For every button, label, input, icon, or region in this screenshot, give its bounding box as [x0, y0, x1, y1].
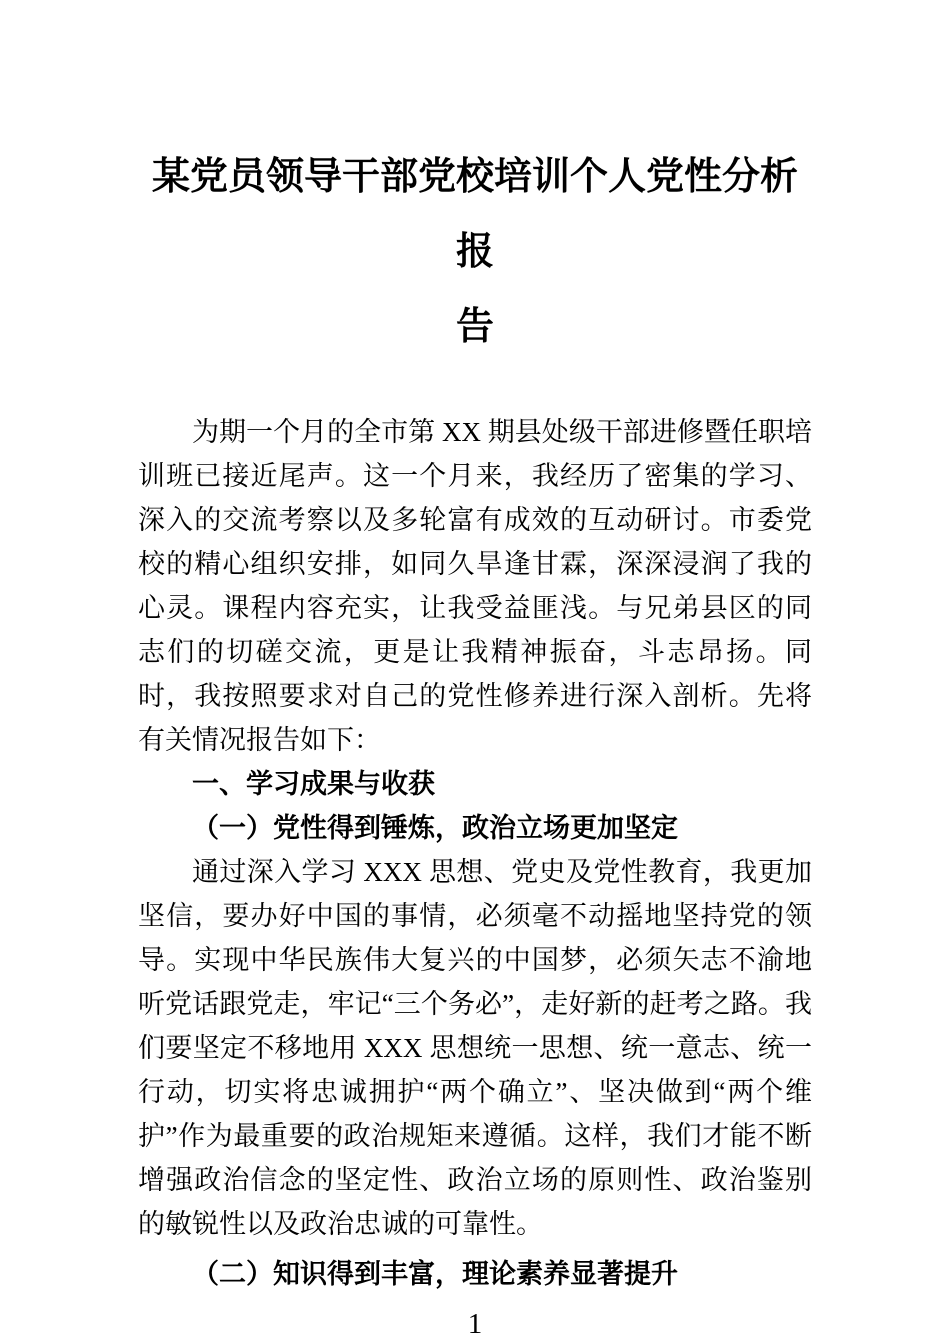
document-title-line-2: 告 — [455, 306, 494, 348]
page-number: 1 — [467, 1308, 483, 1340]
section-1-heading: 一、学习成果与收获 — [192, 769, 435, 799]
subsection-1-paragraph: 通过深入学习 XXX 思想、党史及党性教育，我更加坚信，要办好中国的事情，必须毫不动摇地坚持党的领导。实现中华民族伟大复兴的中国梦，必须矢志不渝地听党话跟党走，牢记“三个务必”，走好新的赶考之路。我们要坚定不移地用 XXX 思想统一思想、统一意志、统一行动，切实将忠诚拥护“两个确立”、坚决做到“两个维护”作为最重要的政治规矩来遵循。这样，我们才能不断增强政治信念的坚定性、政治立场的原则性、政治鉴别的敏锐性以及政治忠诚的可靠性。 — [138, 857, 812, 1239]
subsection-2-heading: （二）知识得到丰富，理论素养显著提升 — [192, 1259, 678, 1289]
intro-paragraph: 为期一个月的全市第 XX 期县处级干部进修暨任职培训班已接近尾声。这一个月来，我经历了密集的学习、深入的交流考察以及多轮富有成效的互动研讨。市委党校的精心组织安排，如同久旱逢甘霖，深深浸润了我的心灵。课程内容充实，让我受益匪浅。与兄弟县区的同志们的切磋交流，更是让我精神振奋，斗志昂扬。同时，我按照要求对自己的党性修养进行深入剖析。先将有关情况报告如下： — [138, 417, 812, 755]
document-title-line-1: 某党员领导干部党校培训个人党性分析报 — [151, 156, 798, 273]
subsection-1-heading: （一）党性得到锤炼，政治立场更加坚定 — [192, 813, 678, 843]
document-content — [138, 0, 812, 1344]
document-title — [138, 140, 812, 365]
